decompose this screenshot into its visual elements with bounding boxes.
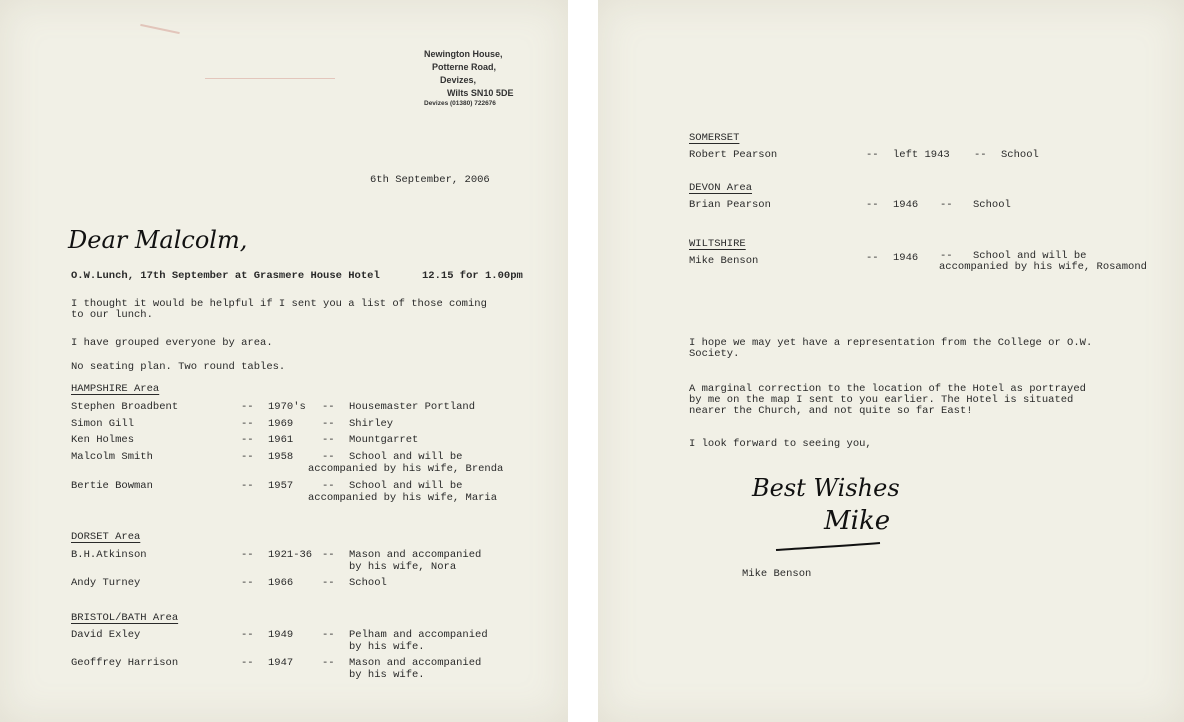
attendee-name: Robert Pearson bbox=[689, 149, 778, 161]
attendee-year: 1947 bbox=[268, 657, 294, 669]
section-heading: DEVON Area bbox=[689, 182, 753, 194]
paragraph-line: I have grouped everyone by area. bbox=[71, 337, 273, 349]
attendee-year: 1958 bbox=[268, 451, 294, 463]
dash: -- bbox=[322, 418, 335, 430]
dash: -- bbox=[940, 199, 953, 211]
letter-subject-time: 12.15 for 1.00pm bbox=[422, 270, 523, 282]
dash: -- bbox=[322, 434, 335, 446]
dash: -- bbox=[866, 252, 879, 264]
address-line: Newington House, bbox=[424, 49, 503, 59]
signature-underline bbox=[774, 540, 884, 554]
closing-handwritten: Best Wishes bbox=[752, 474, 900, 502]
paragraph-line: I thought it would be helpful if I sent you a list of those coming bbox=[71, 298, 487, 310]
paragraph-line: to our lunch. bbox=[71, 309, 153, 321]
attendee-year: 1966 bbox=[268, 577, 294, 589]
dash: -- bbox=[322, 451, 335, 463]
dash: -- bbox=[322, 401, 335, 413]
attendee-year: left 1943 bbox=[893, 149, 950, 161]
attendee-year: 1957 bbox=[268, 480, 294, 492]
section-heading: WILTSHIRE bbox=[689, 238, 746, 250]
letter-subject: O.W.Lunch, 17th September at Grasmere House Hotel bbox=[71, 270, 380, 282]
paper-mark bbox=[140, 24, 180, 34]
section-heading: SOMERSET bbox=[689, 132, 740, 144]
attendee-name: Simon Gill bbox=[71, 418, 135, 430]
attendee-note: Mountgarret bbox=[349, 434, 419, 446]
dash: -- bbox=[241, 434, 254, 446]
typed-signature-name: Mike Benson bbox=[742, 568, 812, 580]
attendee-note-continued: by his wife, Nora bbox=[349, 561, 457, 573]
section-heading: BRISTOL/BATH Area bbox=[71, 612, 179, 624]
attendee-note: Shirley bbox=[349, 418, 394, 430]
dash: -- bbox=[241, 549, 254, 561]
attendee-name: Stephen Broadbent bbox=[71, 401, 179, 413]
attendee-year: 1970's bbox=[268, 401, 306, 413]
attendee-note: School bbox=[1001, 149, 1039, 161]
dash: -- bbox=[241, 401, 254, 413]
dash: -- bbox=[322, 480, 335, 492]
section-heading: HAMPSHIRE Area bbox=[71, 383, 160, 395]
dash: -- bbox=[241, 657, 254, 669]
attendee-note: School bbox=[973, 199, 1011, 211]
paragraph-line: Society. bbox=[689, 348, 740, 360]
dash: -- bbox=[940, 250, 953, 262]
paragraph-line: No seating plan. Two round tables. bbox=[71, 361, 286, 373]
attendee-name: Geoffrey Harrison bbox=[71, 657, 179, 669]
attendee-note-continued: accompanied by his wife, Maria bbox=[308, 492, 498, 504]
attendee-year: 1946 bbox=[893, 199, 919, 211]
dash: -- bbox=[866, 149, 879, 161]
dash: -- bbox=[241, 480, 254, 492]
paragraph-line: I hope we may yet have a representation from the College or O.W. bbox=[689, 337, 1093, 349]
attendee-year: 1949 bbox=[268, 629, 294, 641]
attendee-name: Bertie Bowman bbox=[71, 480, 153, 492]
attendee-note: Mason and accompanied bbox=[349, 549, 482, 561]
address-line: Devizes, bbox=[440, 75, 477, 85]
attendee-year: 1921-36 bbox=[268, 549, 313, 561]
address-line: Potterne Road, bbox=[432, 62, 497, 72]
paper-mark bbox=[205, 78, 335, 79]
attendee-note: Housemaster Portland bbox=[349, 401, 476, 413]
signature: Mike bbox=[824, 506, 891, 536]
paragraph-line: by me on the map I sent to you earlier. The Hotel is situated bbox=[689, 394, 1074, 406]
section-heading: DORSET Area bbox=[71, 531, 141, 543]
attendee-note-continued: accompanied by his wife, Brenda bbox=[308, 463, 504, 475]
attendee-name: Mike Benson bbox=[689, 255, 759, 267]
attendee-name: B.H.Atkinson bbox=[71, 549, 147, 561]
address-line: Wilts SN10 5DE bbox=[447, 88, 514, 98]
letter-page-1 bbox=[0, 0, 568, 722]
dash: -- bbox=[322, 629, 335, 641]
dash: -- bbox=[241, 451, 254, 463]
letter-date: 6th September, 2006 bbox=[370, 174, 490, 186]
attendee-note-continued: accompanied by his wife, Rosamond bbox=[939, 261, 1147, 273]
attendee-note: Pelham and accompanied bbox=[349, 629, 488, 641]
attendee-year: 1969 bbox=[268, 418, 294, 430]
attendee-name: Andy Turney bbox=[71, 577, 141, 589]
attendee-note-continued: by his wife. bbox=[349, 669, 425, 681]
letter-page-2 bbox=[598, 0, 1184, 722]
dash: -- bbox=[241, 577, 254, 589]
dash: -- bbox=[866, 199, 879, 211]
dash: -- bbox=[322, 657, 335, 669]
paragraph-line: nearer the Church, and not quite so far East! bbox=[689, 405, 973, 417]
dash: -- bbox=[241, 418, 254, 430]
salutation-handwritten: Dear Malcolm, bbox=[68, 226, 248, 254]
dash: -- bbox=[322, 577, 335, 589]
attendee-note: School and will be bbox=[349, 451, 463, 463]
attendee-note: School bbox=[349, 577, 387, 589]
attendee-name: Brian Pearson bbox=[689, 199, 771, 211]
attendee-note: School and will be bbox=[973, 250, 1087, 262]
attendee-name: Ken Holmes bbox=[71, 434, 135, 446]
paragraph-line: A marginal correction to the location of the Hotel as portrayed bbox=[689, 383, 1086, 395]
attendee-note-continued: by his wife. bbox=[349, 641, 425, 653]
attendee-note: School and will be bbox=[349, 480, 463, 492]
attendee-year: 1961 bbox=[268, 434, 294, 446]
attendee-note: Mason and accompanied bbox=[349, 657, 482, 669]
dash: -- bbox=[322, 549, 335, 561]
attendee-name: David Exley bbox=[71, 629, 141, 641]
paragraph-line: I look forward to seeing you, bbox=[689, 438, 872, 450]
dash: -- bbox=[974, 149, 987, 161]
attendee-year: 1946 bbox=[893, 252, 919, 264]
address-phone: Devizes (01380) 722676 bbox=[424, 100, 496, 107]
attendee-name: Malcolm Smith bbox=[71, 451, 153, 463]
dash: -- bbox=[241, 629, 254, 641]
